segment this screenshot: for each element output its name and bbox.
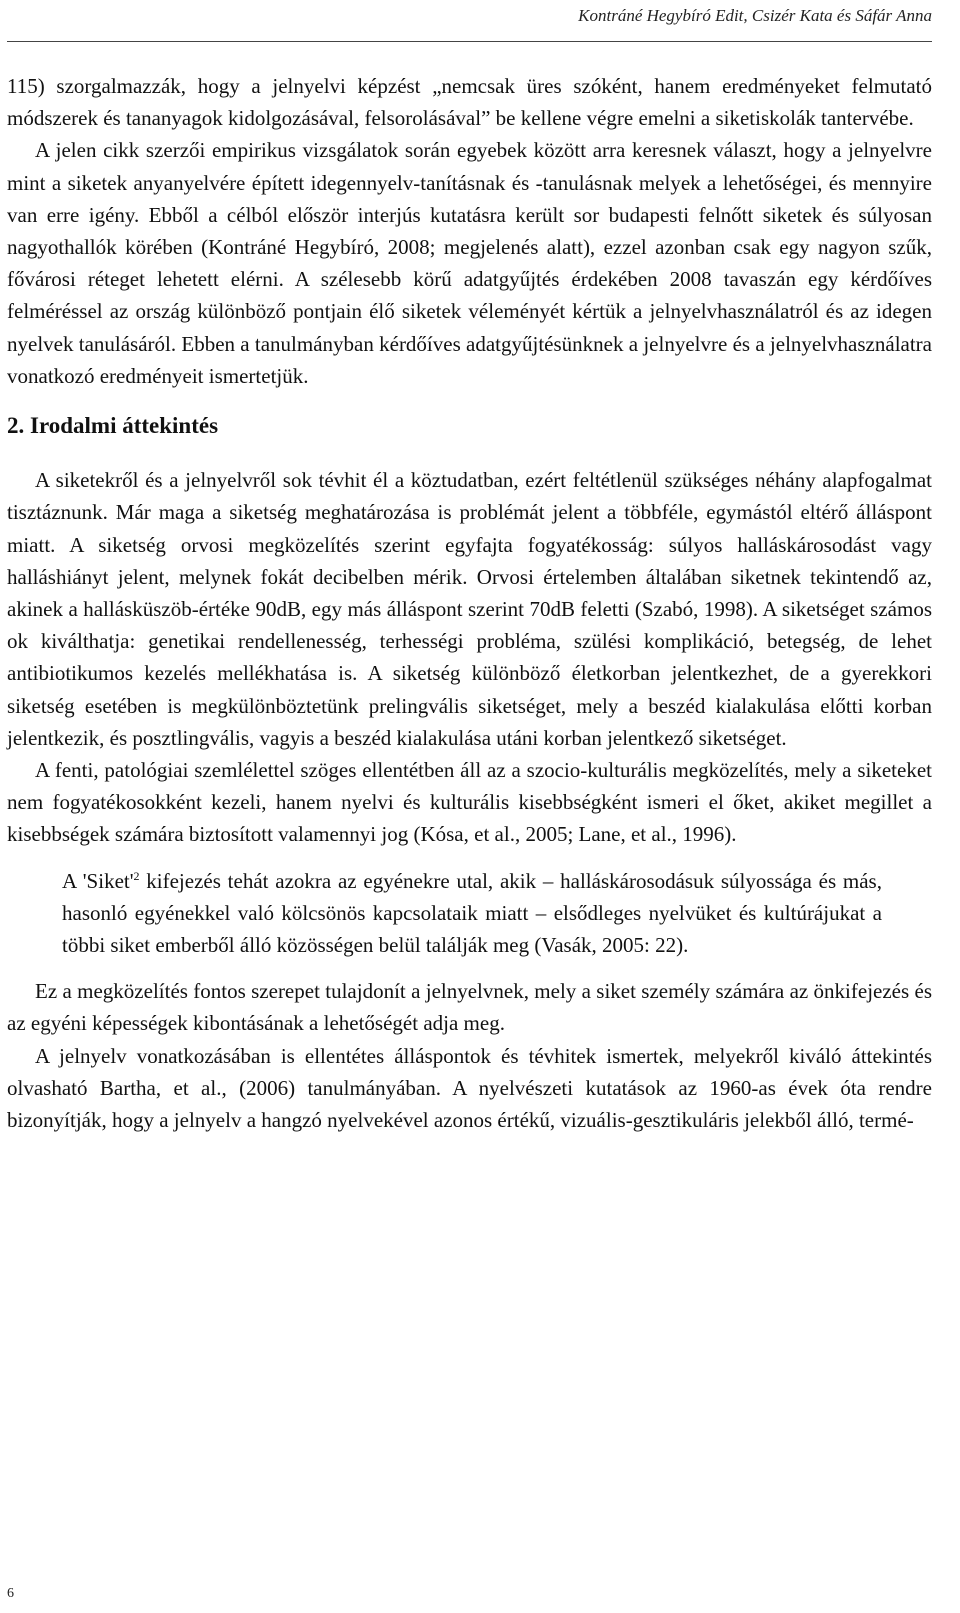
paragraph-sign-language-role: Ez a megközelítés fontos szerepet tulajdonít a jelnyelvnek, mely a siket személy számára az önkifejezés és az egyéni képességek kibontásának a lehetőségét adja meg. [7,979,932,1036]
running-head: Kontráné Hegybíró Edit, Csizér Kata és Sáfár Anna [578,6,932,25]
paragraph-intro: A jelen cikk szerzői empirikus vizsgálatok során egyebek között arra keresnek választ, hogy a jelnyelvre mint a siketek anyanyelvére épített idegennyelv-tanításnak és -tanulásnak melyek a lehetőségei, és mennyire van erre igény. Ebből a célból először interjús kutatásra került sor budapesti felnőtt siketek és súlyosan nagyothallók körében (Kontráné Hegybíró, 2008; megjelenés alatt), ezzel azonban csak egy nagyon szűk, fővárosi réteget lehetett elérni. A szélesebb körű adatgyűjtés érdekében 2008 tavaszán egy kérdőíves felméréssel az ország különböző pontjain élő siketek véleményét kértük a jelnyelvhasználatról és az idegen nyelvek tanulásáról. Ebben a tanulmányban kérdőíves adatgyűjtésünknek a jelnyelvre és a jelnyelvhasználatra vonatkozó eredményeit ismertetjük. [7,138,932,388]
page-body [7,70,932,1136]
paragraph-sociocultural: A fenti, patológiai szemlélettel szöges ellentétben áll az a szocio-kulturális megközelítés, mely a siketeket nem fogyatékosokként kezeli, hanem nyelvi és kulturális kisebbségként ismeri el őket, akiket megillet a kisebbségek számára biztosított valamennyi jog (Kósa, et al., 2005; Lane, et al., 1996). [7,758,932,847]
section-heading: 2. Irodalmi áttekintés [7,413,219,439]
page-number: 6 [7,1586,14,1601]
block-quote [62,865,882,962]
footnote-marker: 2 [133,868,140,883]
paragraph-deafness-definition: A siketekről és a jelnyelvről sok tévhit él a köztudatban, ezért feltétlenül szükséges néhány alapfogalmat tisztáznunk. Már maga a siketség meghatározása is problémát jelent a többféle, egymástól eltérő álláspont miatt. A siketség orvosi megközelítés szerint egyfajta fogyatékosság: súlyos halláskárosodást vagy halláshiányt jelent, melynek fokát decibelben mérik. Orvosi értelemben általában siketnek tekintendő az, akinek a hallásküszöb-értéke 90dB, egy más álláspont szerint 70dB feletti (Szabó, 1998). A siketséget számos ok kiválthatja: genetikai rendellenesség, terhességi probléma, szülési komplikáció, betegség, de lehet antibiotikumos kezelés mellékhatása is. A siketség különböző életkorban jelentkezhet, de a gyerekkori siketség esetében is megkülönböztetünk prelingvális siketséget, mely a beszéd kialakulása előtti korban jelentkezik, és posztlingvális, vagyis a beszéd kialakulása utáni korban jelentkező siketséget. [7,468,932,750]
quote-start: A 'Siket' [62,868,134,893]
quote-rest: kifejezés tehát azokra az egyénekre utal, akik – halláskárosodásuk súlyossága és más, hasonló egyénekkel való kölcsönös kapcsolataik miatt – elsődleges nyelvüket és kultúrájukat a többi siket emberből álló közösségen belül találják meg (Vasák, 2005: 22). [62,868,882,958]
paragraph-continuation: 115) szorgalmazzák, hogy a jelnyelvi képzést „nemcsak üres szóként, hanem eredményeket felmutató módszerek és tananyagok kidolgozásával, felsorolásával” be kellene végre emelni a siketiskolák tantervébe. [7,74,932,131]
header-divider [7,41,932,42]
paragraph-sign-language-research: A jelnyelv vonatkozásában is ellentétes álláspontok és tévhitek ismertek, melyekről kiváló áttekintés olvasható Bartha, et al., (2006) tanulmányában. A nyelvészeti kutatások az 1960-as évek óta rendre bizonyítják, hogy a jelnyelv a hangzó nyelvekével azonos értékű, vizuális-gesztikuláris jelekből álló, termé- [7,1043,932,1133]
